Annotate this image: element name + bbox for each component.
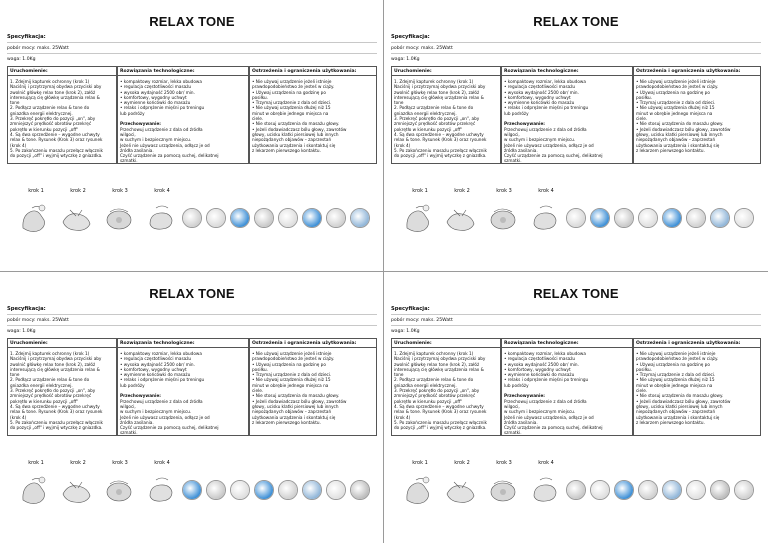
warnings-text: • Nie używaj urządzenie jeżeli istnieje prawdopodobieństwo że jesteś w ciąży. • Używaj urządzenia na godzinę po posiłku. • Trzymaj urządzenie z dala od dzieci. • Nie używaj urządzenia dłużej niż 15 minut w obrębie jednego miejsca na ciele. • Nie stosuj urządzenia do masażu głowy. • Jeżeli dodawiadczasz bólu głowy, zawrotów głowy, ucisku klatki piersiowej lub innych niepożądanych objawów – zaprzestań użytkowania urządzenia i skontaktuj się z lekarzem pierwszego kontaktu. [636, 79, 731, 153]
hand-device-icon [402, 470, 436, 508]
weight-spec: waga: 1.0Kg [7, 57, 36, 62]
leaflet-panel [0, 0, 384, 271]
attachment-thumbnail-icon [350, 208, 370, 228]
technology-column [117, 338, 249, 436]
step-4 [528, 188, 564, 240]
startup-heading: Uruchomienie: [8, 339, 116, 348]
step-label: krok 2 [70, 188, 86, 194]
technology-list: • kompaktowy rozmiar, lekka obudowa • regulacja częstotliwości masażu • wysoka wydajność 2500 obr/ min. • komfortowy, wygodny uchwyt • wymienne końcówki do masażu • relaks i odprężenie mięśni po treningu lub podróży [504, 79, 589, 116]
step-4 [528, 460, 564, 512]
step-2 [60, 460, 96, 512]
startup-text: 1. Zdejmij kapturek ochronny (krok 1) Naciśnij i przytrzymaj obydwa przyciski aby zwolnić główkę relax tone (krok 2), załóż interesującą cię główkę urządzenia relax & tone 2. Podłącz urządzenie relax & tone do gniazdka energii elektrycznej. 3. Przekręć pokrętło do pozycji „on", aby zmniejszyć prędkość obrotów przekręć pokrętło w kierunku pozycji „off" 4. Są dwa sprzedżenie – wygodne uchwyty relax & tone. Rysunek (Krok 3) oraz rysunek (krok 4) 5. Po zakończeniu masażu przełącz włącznik do pozycji „off" i wyjmij wtyczkę z gniazdka. [10, 79, 103, 159]
attachment-thumbnail-icon [302, 480, 322, 500]
step-2 [60, 188, 96, 240]
rule [7, 53, 377, 54]
product-title: RELAX TONE [149, 14, 235, 29]
rule [391, 314, 761, 315]
warnings-text: • Nie używaj urządzenie jeżeli istnieje prawdopodobieństwo że jesteś w ciąży. • Używaj urządzenia na godzinę po posiłku. • Trzymaj urządzenie z dala od dzieci. • Nie używaj urządzenia dłużej niż 15 minut w obrębie jednego miejsca na ciele. • Nie stosuj urządzenia do masażu głowy. • Jeżeli dodawiadczasz bólu głowy, zawrotów głowy, ucisku klatki piersiowej lub innych niepożądanych objawów – zaprzestań użytkowania urządzenia i skontaktuj się z lekarzem pierwszego kontaktu. [636, 351, 731, 425]
steps-row [402, 460, 572, 520]
attachment-thumbnails [566, 480, 766, 508]
product-title: RELAX TONE [533, 286, 619, 301]
startup-column [7, 338, 117, 436]
leaflet-panel [384, 272, 768, 543]
step-label: krok 1 [412, 188, 428, 194]
storage-heading: Przechowywanie: [504, 393, 545, 399]
technology-list: • kompaktowy rozmiar, lekka obudowa • regulacja częstotliwości masażu • wysoka wydajność 2500 obr/ min. • komfortowy, wygodny uchwyt • wymienne końcówki do masażu • relaks i odprężenie mięśni po treningu lub podróży [504, 351, 589, 388]
weight-spec: waga: 1.0Kg [391, 329, 420, 334]
startup-heading: Uruchomienie: [392, 67, 500, 76]
attachment-thumbnail-icon [710, 480, 730, 500]
warnings-heading: Ostrzeżenia i ograniczenia użytkowania: [634, 339, 760, 348]
steps-row [18, 188, 188, 248]
hand-device-icon [18, 198, 52, 236]
attachment-thumbnails [566, 208, 766, 236]
warnings-heading: Ostrzeżenia i ograniczenia użytkowania: [250, 339, 376, 348]
step-2 [444, 460, 480, 512]
attachment-thumbnail-icon [206, 480, 226, 500]
spec-heading: Specyfikacja: [391, 34, 430, 40]
info-columns [7, 66, 377, 164]
warnings-text: • Nie używaj urządzenie jeżeli istnieje prawdopodobieństwo że jesteś w ciąży. • Używaj urządzenia na godzinę po posiłku. • Trzymaj urządzenie z dala od dzieci. • Nie używaj urządzenia dłużej niż 15 minut w obrębie jednego miejsca na ciele. • Nie stosuj urządzenia do masażu głowy. • Jeżeli dodawiadczasz bólu głowy, zawrotów głowy, ucisku klatki piersiowej lub innych niepożądanych objawów – zaprzestań użytkowania urządzenia i skontaktuj się z lekarzem pierwszego kontaktu. [252, 351, 347, 425]
rule [391, 325, 761, 326]
warnings-column [633, 66, 761, 164]
hand-device-icon [102, 470, 136, 508]
power-spec: pobór mocy: maks. 25Watt [391, 46, 453, 51]
attachment-thumbnail-icon [230, 208, 250, 228]
storage-text: Przechowuj urządzenie z dala od źródła wilgoci, w suchym i bezpiecznym miejscu. Jeżeli nie używasz urządzenia, odłącz je od źródła zasilania. Czyść urządzenie za pomocą suchej, delikatnej szmatki. [504, 398, 603, 436]
attachment-thumbnail-icon [638, 208, 658, 228]
startup-text: 1. Zdejmij kapturek ochronny (krok 1) Naciśnij i przytrzymaj obydwa przyciski aby zwolnić główkę relax tone (krok 2), załóż interesującą cię główkę urządzenia relax & tone 2. Podłącz urządzenie relax & tone do gniazdka energii elektrycznej. 3. Przekręć pokrętło do pozycji „on", aby zmniejszyć prędkość obrotów przekręć pokrętło w kierunku pozycji „off" 4. Są dwa sprzedżenie – wygodne uchwyty relax & tone. Rysunek (Krok 3) oraz rysunek (krok 4) 5. Po zakończeniu masażu przełącz włącznik do pozycji „off" i wyjmij wtyczkę z gniazdka. [394, 79, 487, 159]
technology-heading: Rozwiązania technologiczne: [118, 339, 248, 348]
attachment-thumbnail-icon [686, 208, 706, 228]
attachment-thumbnail-icon [566, 208, 586, 228]
step-label: krok 4 [538, 460, 554, 466]
hand-device-icon [102, 198, 136, 236]
attachment-thumbnail-icon [734, 208, 754, 228]
hand-device-icon [144, 470, 178, 508]
step-label: krok 1 [28, 188, 44, 194]
weight-spec: waga: 1.0Kg [391, 57, 420, 62]
step-label: krok 3 [496, 460, 512, 466]
technology-heading: Rozwiązania technologiczne: [502, 339, 632, 348]
rule [7, 42, 377, 43]
attachment-thumbnail-icon [278, 480, 298, 500]
startup-text: 1. Zdejmij kapturek ochronny (krok 1) Naciśnij i przytrzymaj obydwa przyciski aby zwolnić główkę relax tone (krok 2), załóż interesującą cię główkę urządzenia relax & tone 2. Podłącz urządzenie relax & tone do gniazdka energii elektrycznej. 3. Przekręć pokrętło do pozycji „on", aby zmniejszyć prędkość obrotów przekręć pokrętło w kierunku pozycji „off" 4. Są dwa sprzedżenie – wygodne uchwyty relax & tone. Rysunek (Krok 3) oraz rysunek (krok 4) 5. Po zakończeniu masażu przełącz włącznik do pozycji „off" i wyjmij wtyczkę z gniazdka. [10, 351, 103, 431]
attachment-thumbnail-icon [566, 480, 586, 500]
startup-column [391, 66, 501, 164]
step-label: krok 3 [496, 188, 512, 194]
hand-device-icon [144, 198, 178, 236]
attachment-thumbnail-icon [350, 480, 370, 500]
rule [7, 325, 377, 326]
attachment-thumbnails [182, 480, 382, 508]
attachment-thumbnail-icon [638, 480, 658, 500]
step-4 [144, 188, 180, 240]
technology-heading: Rozwiązania technologiczne: [118, 67, 248, 76]
technology-list: • kompaktowy rozmiar, lekka obudowa • regulacja częstotliwości masażu • wysoka wydajność 2500 obr/ min. • komfortowy, wygodny uchwyt • wymienne końcówki do masażu • relaks i odprężenie mięśni po treningu lub podróży [120, 79, 205, 116]
hand-device-icon [486, 198, 520, 236]
spec-heading: Specyfikacja: [391, 306, 430, 312]
steps-row [402, 188, 572, 248]
info-columns [7, 338, 377, 436]
warnings-text: • Nie używaj urządzenie jeżeli istnieje prawdopodobieństwo że jesteś w ciąży. • Używaj urządzenia na godzinę po posiłku. • Trzymaj urządzenie z dala od dzieci. • Nie używaj urządzenia dłużej niż 15 minut w obrębie jednego miejsca na ciele. • Nie stosuj urządzenia do masażu głowy. • Jeżeli dodawiadczasz bólu głowy, zawrotów głowy, ucisku klatki piersiowej lub innych niepożądanych objawów – zaprzestań użytkowania urządzenia i skontaktuj się z lekarzem pierwszego kontaktu. [252, 79, 347, 153]
step-label: krok 4 [154, 188, 170, 194]
warnings-column [249, 66, 377, 164]
step-1 [402, 188, 438, 240]
technology-column [501, 338, 633, 436]
steps-row [18, 460, 188, 520]
startup-heading: Uruchomienie: [392, 339, 500, 348]
attachment-thumbnail-icon [662, 208, 682, 228]
attachment-thumbnail-icon [686, 480, 706, 500]
attachment-thumbnail-icon [590, 480, 610, 500]
startup-heading: Uruchomienie: [8, 67, 116, 76]
attachment-thumbnail-icon [326, 480, 346, 500]
spec-heading: Specyfikacja: [7, 306, 46, 312]
technology-text [118, 348, 248, 439]
step-label: krok 3 [112, 460, 128, 466]
rule [7, 314, 377, 315]
technology-column [117, 66, 249, 164]
hand-device-icon [402, 198, 436, 236]
attachment-thumbnail-icon [302, 208, 322, 228]
startup-column [7, 66, 117, 164]
step-label: krok 3 [112, 188, 128, 194]
warnings-column [249, 338, 377, 436]
technology-list: • kompaktowy rozmiar, lekka obudowa • regulacja częstotliwości masażu • wysoka wydajność 2500 obr/ min. • komfortowy, wygodny uchwyt • wymienne końcówki do masażu • relaks i odprężenie mięśni po treningu lub podróży [120, 351, 205, 388]
hand-device-icon [486, 470, 520, 508]
power-spec: pobór mocy: maks. 25Watt [7, 46, 69, 51]
spec-heading: Specyfikacja: [7, 34, 46, 40]
storage-heading: Przechowywanie: [120, 121, 161, 127]
hand-device-icon [444, 470, 478, 508]
storage-text: Przechowuj urządzenie z dala od źródła wilgoci, w suchym i bezpiecznym miejscu. Jeżeli nie używasz urządzenia, odłącz je od źródła zasilania. Czyść urządzenie za pomocą suchej, delikatnej szmatki. [504, 126, 603, 164]
attachment-thumbnail-icon [230, 480, 250, 500]
warnings-column [633, 338, 761, 436]
step-label: krok 2 [454, 188, 470, 194]
step-label: krok 1 [28, 460, 44, 466]
attachment-thumbnail-icon [206, 208, 226, 228]
startup-column [391, 338, 501, 436]
warnings-heading: Ostrzeżenia i ograniczenia użytkowania: [250, 67, 376, 76]
info-columns [391, 66, 761, 164]
step-label: krok 2 [70, 460, 86, 466]
hand-device-icon [60, 198, 94, 236]
storage-text: Przechowuj urządzenie z dala od źródła wilgoci, w suchym i bezpiecznym miejscu. Jeżeli nie używasz urządzenia, odłącz je od źródła zasilania. Czyść urządzenie za pomocą suchej, delikatnej szmatki. [120, 398, 219, 436]
hand-device-icon [18, 470, 52, 508]
rule [391, 53, 761, 54]
technology-text [502, 348, 632, 439]
rule [391, 42, 761, 43]
attachment-thumbnail-icon [182, 480, 202, 500]
step-label: krok 4 [154, 460, 170, 466]
step-3 [486, 188, 522, 240]
technology-text [118, 76, 248, 167]
technology-column [501, 66, 633, 164]
storage-heading: Przechowywanie: [504, 121, 545, 127]
info-columns [391, 338, 761, 436]
attachment-thumbnail-icon [326, 208, 346, 228]
storage-heading: Przechowywanie: [120, 393, 161, 399]
storage-text: Przechowuj urządzenie z dala od źródła wilgoci, w suchym i bezpiecznym miejscu. Jeżeli nie używasz urządzenia, odłącz je od źródła zasilania. Czyść urządzenie za pomocą suchej, delikatnej szmatki. [120, 126, 219, 164]
technology-heading: Rozwiązania technologiczne: [502, 67, 632, 76]
attachment-thumbnail-icon [710, 208, 730, 228]
attachment-thumbnail-icon [254, 208, 274, 228]
weight-spec: waga: 1.0Kg [7, 329, 36, 334]
startup-text: 1. Zdejmij kapturek ochronny (krok 1) Naciśnij i przytrzymaj obydwa przyciski aby zwolnić główkę relax tone (krok 2), załóż interesującą cię główkę urządzenia relax & tone 2. Podłącz urządzenie relax & tone do gniazdka energii elektrycznej. 3. Przekręć pokrętło do pozycji „on", aby zmniejszyć prędkość obrotów przekręć pokrętło w kierunku pozycji „off" 4. Są dwa sprzedżenie – wygodne uchwyty relax & tone. Rysunek (Krok 3) oraz rysunek (krok 4) 5. Po zakończeniu masażu przełącz włącznik do pozycji „off" i wyjmij wtyczkę z gniazdka. [394, 351, 487, 431]
hand-device-icon [60, 470, 94, 508]
step-1 [18, 188, 54, 240]
technology-text [502, 76, 632, 167]
step-label: krok 4 [538, 188, 554, 194]
step-label: krok 1 [412, 460, 428, 466]
hand-device-icon [444, 198, 478, 236]
step-3 [102, 188, 138, 240]
power-spec: pobór mocy: maks. 25Watt [7, 318, 69, 323]
leaflet-panel [0, 272, 384, 543]
attachment-thumbnail-icon [278, 208, 298, 228]
power-spec: pobór mocy: maks. 25Watt [391, 318, 453, 323]
hand-device-icon [528, 198, 562, 236]
attachment-thumbnail-icon [254, 480, 274, 500]
attachment-thumbnails [182, 208, 382, 236]
step-3 [486, 460, 522, 512]
step-2 [444, 188, 480, 240]
product-title: RELAX TONE [533, 14, 619, 29]
step-4 [144, 460, 180, 512]
product-title: RELAX TONE [149, 286, 235, 301]
step-3 [102, 460, 138, 512]
leaflet-panel [384, 0, 768, 271]
step-1 [18, 460, 54, 512]
attachment-thumbnail-icon [662, 480, 682, 500]
step-1 [402, 460, 438, 512]
attachment-thumbnail-icon [182, 208, 202, 228]
attachment-thumbnail-icon [614, 480, 634, 500]
warnings-heading: Ostrzeżenia i ograniczenia użytkowania: [634, 67, 760, 76]
attachment-thumbnail-icon [590, 208, 610, 228]
attachment-thumbnail-icon [614, 208, 634, 228]
step-label: krok 2 [454, 460, 470, 466]
attachment-thumbnail-icon [734, 480, 754, 500]
hand-device-icon [528, 470, 562, 508]
